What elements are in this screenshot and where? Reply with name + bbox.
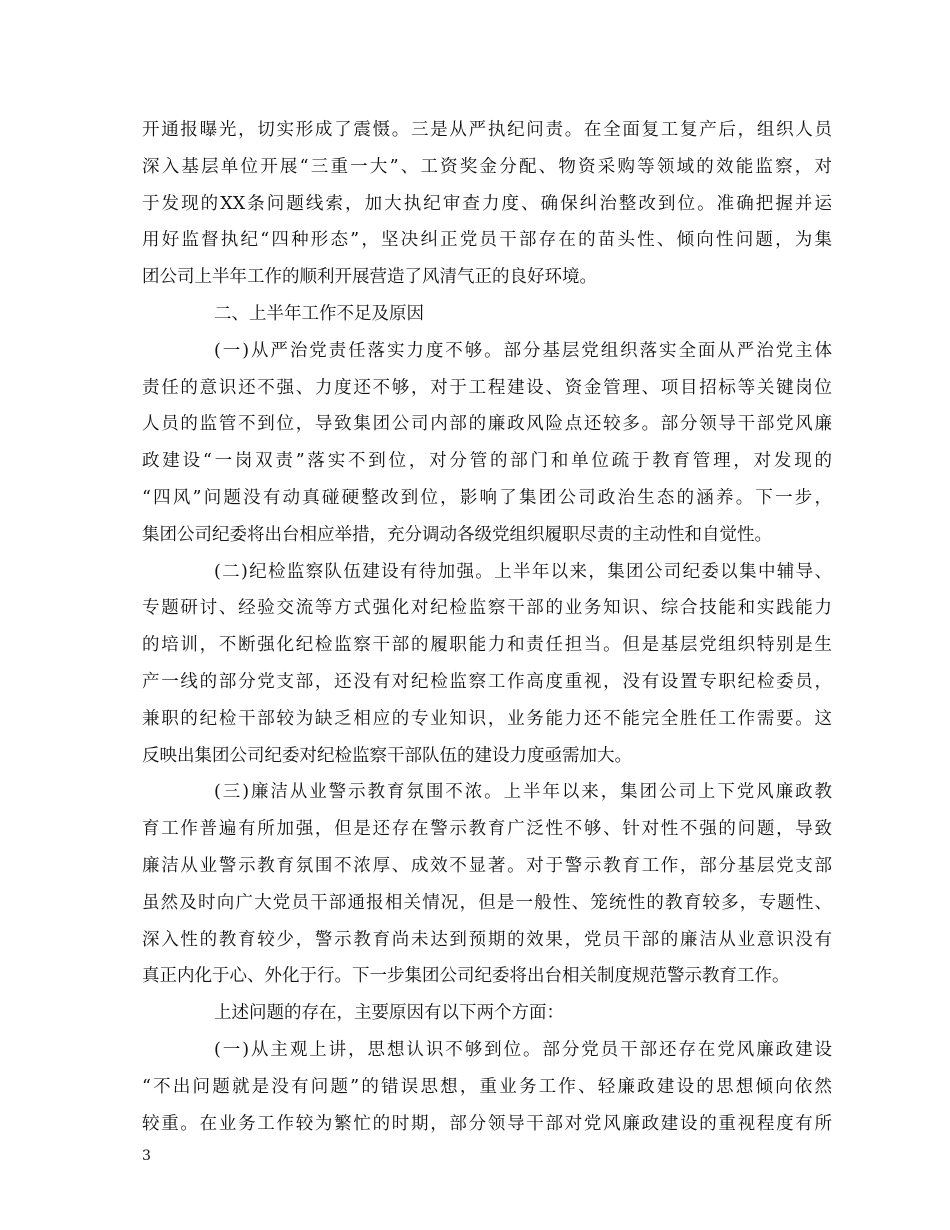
text-line: (一)从主观上讲，思想认识不够到位。部分党员干部还存在党风廉政建设 — [214, 1039, 832, 1060]
text-line: 二、上半年工作不足及原因 — [214, 303, 424, 324]
text-line: 产一线的部分党支部，还没有对纪检监察工作高度重视，没有设置专职纪检委员， — [142, 671, 832, 692]
text-line: (二)纪检监察队伍建设有待加强。上半年以来，集团公司纪委以集中辅导、 — [214, 561, 832, 582]
text-line: 廉洁从业警示教育氛围不浓厚、成效不显著。对于警示教育工作，部分基层党支部 — [142, 855, 832, 876]
page-number: 3 — [142, 1148, 151, 1164]
text-line: 的培训，不断强化纪检监察干部的履职能力和责任担当。但是基层党组织特别是生 — [142, 635, 832, 656]
text-line: 反映出集团公司纪委对纪检监察干部队伍的建设力度亟需加大。 — [142, 745, 632, 766]
text-line: 育工作普遍有所加强，但是还存在警示教育广泛性不够、针对性不强的问题，导致 — [142, 819, 832, 840]
text-line: 人员的监管不到位，导致集团公司内部的廉政风险点还较多。部分领导干部党风廉 — [142, 414, 832, 435]
text-line: “不出问题就是没有问题”的错误思想，重业务工作、轻廉政建设的思想倾向依然 — [142, 1076, 832, 1097]
text-line: 深入基层单位开展“三重一大”、工资奖金分配、物资采购等领域的效能监察，对 — [142, 156, 832, 177]
text-line: 上述问题的存在，主要原因有以下两个方面： — [214, 1003, 564, 1024]
text-line: 团公司上半年工作的顺利开展营造了风清气正的良好环境。 — [142, 267, 597, 288]
text-line: 真正内化于心、外化于行。下一步集团公司纪委将出台相关制度规范警示教育工作。 — [142, 966, 790, 987]
text-line: 用好监督执纪“四种形态”，坚决纠正党员干部存在的苗头性、倾向性问题，为集 — [142, 230, 832, 251]
text-line: 于发现的XX条问题线索，加大执纪审查力度、确保纠治整改到位。准确把握并运 — [142, 193, 832, 214]
text-line: (一)从严治党责任落实力度不够。部分基层党组织落实全面从严治党主体 — [214, 340, 832, 361]
text-line: 责任的意识还不强、力度还不够，对于工程建设、资金管理、项目招标等关键岗位 — [142, 377, 832, 398]
text-line: 兼职的纪检干部较为缺乏相应的专业知识，业务能力还不能完全胜任工作需要。这 — [142, 708, 832, 729]
text-line: 虽然及时向广大党员干部通报相关情况，但是一般性、笼统性的教育较多，专题性、 — [142, 892, 832, 913]
text-line: “四风”问题没有动真碰硬整改到位，影响了集团公司政治生态的涵养。下一步， — [142, 487, 832, 508]
text-line: (三)廉洁从业警示教育氛围不浓。上半年以来，集团公司上下党风廉政教 — [214, 782, 832, 803]
text-line: 较重。在业务工作较为繁忙的时期，部分领导干部对党风廉政建设的重视程度有所 — [142, 1113, 832, 1134]
text-line: 集团公司纪委将出台相应举措，充分调动各级党组织履职尽责的主动性和自觉性。 — [142, 524, 772, 545]
text-line: 专题研讨、经验交流等方式强化对纪检监察干部的业务知识、综合技能和实践能力 — [142, 598, 832, 619]
text-line: 深入性的教育较少，警示教育尚未达到预期的效果，党员干部的廉洁从业意识没有 — [142, 929, 832, 950]
document-body — [142, 112, 832, 1142]
text-line: 政建设“一岗双责”落实不到位，对分管的部门和单位疏于教育管理，对发现的 — [142, 451, 832, 472]
text-line: 开通报曝光，切实形成了震慑。三是从严执纪问责。在全面复工复产后，组织人员 — [142, 120, 832, 140]
